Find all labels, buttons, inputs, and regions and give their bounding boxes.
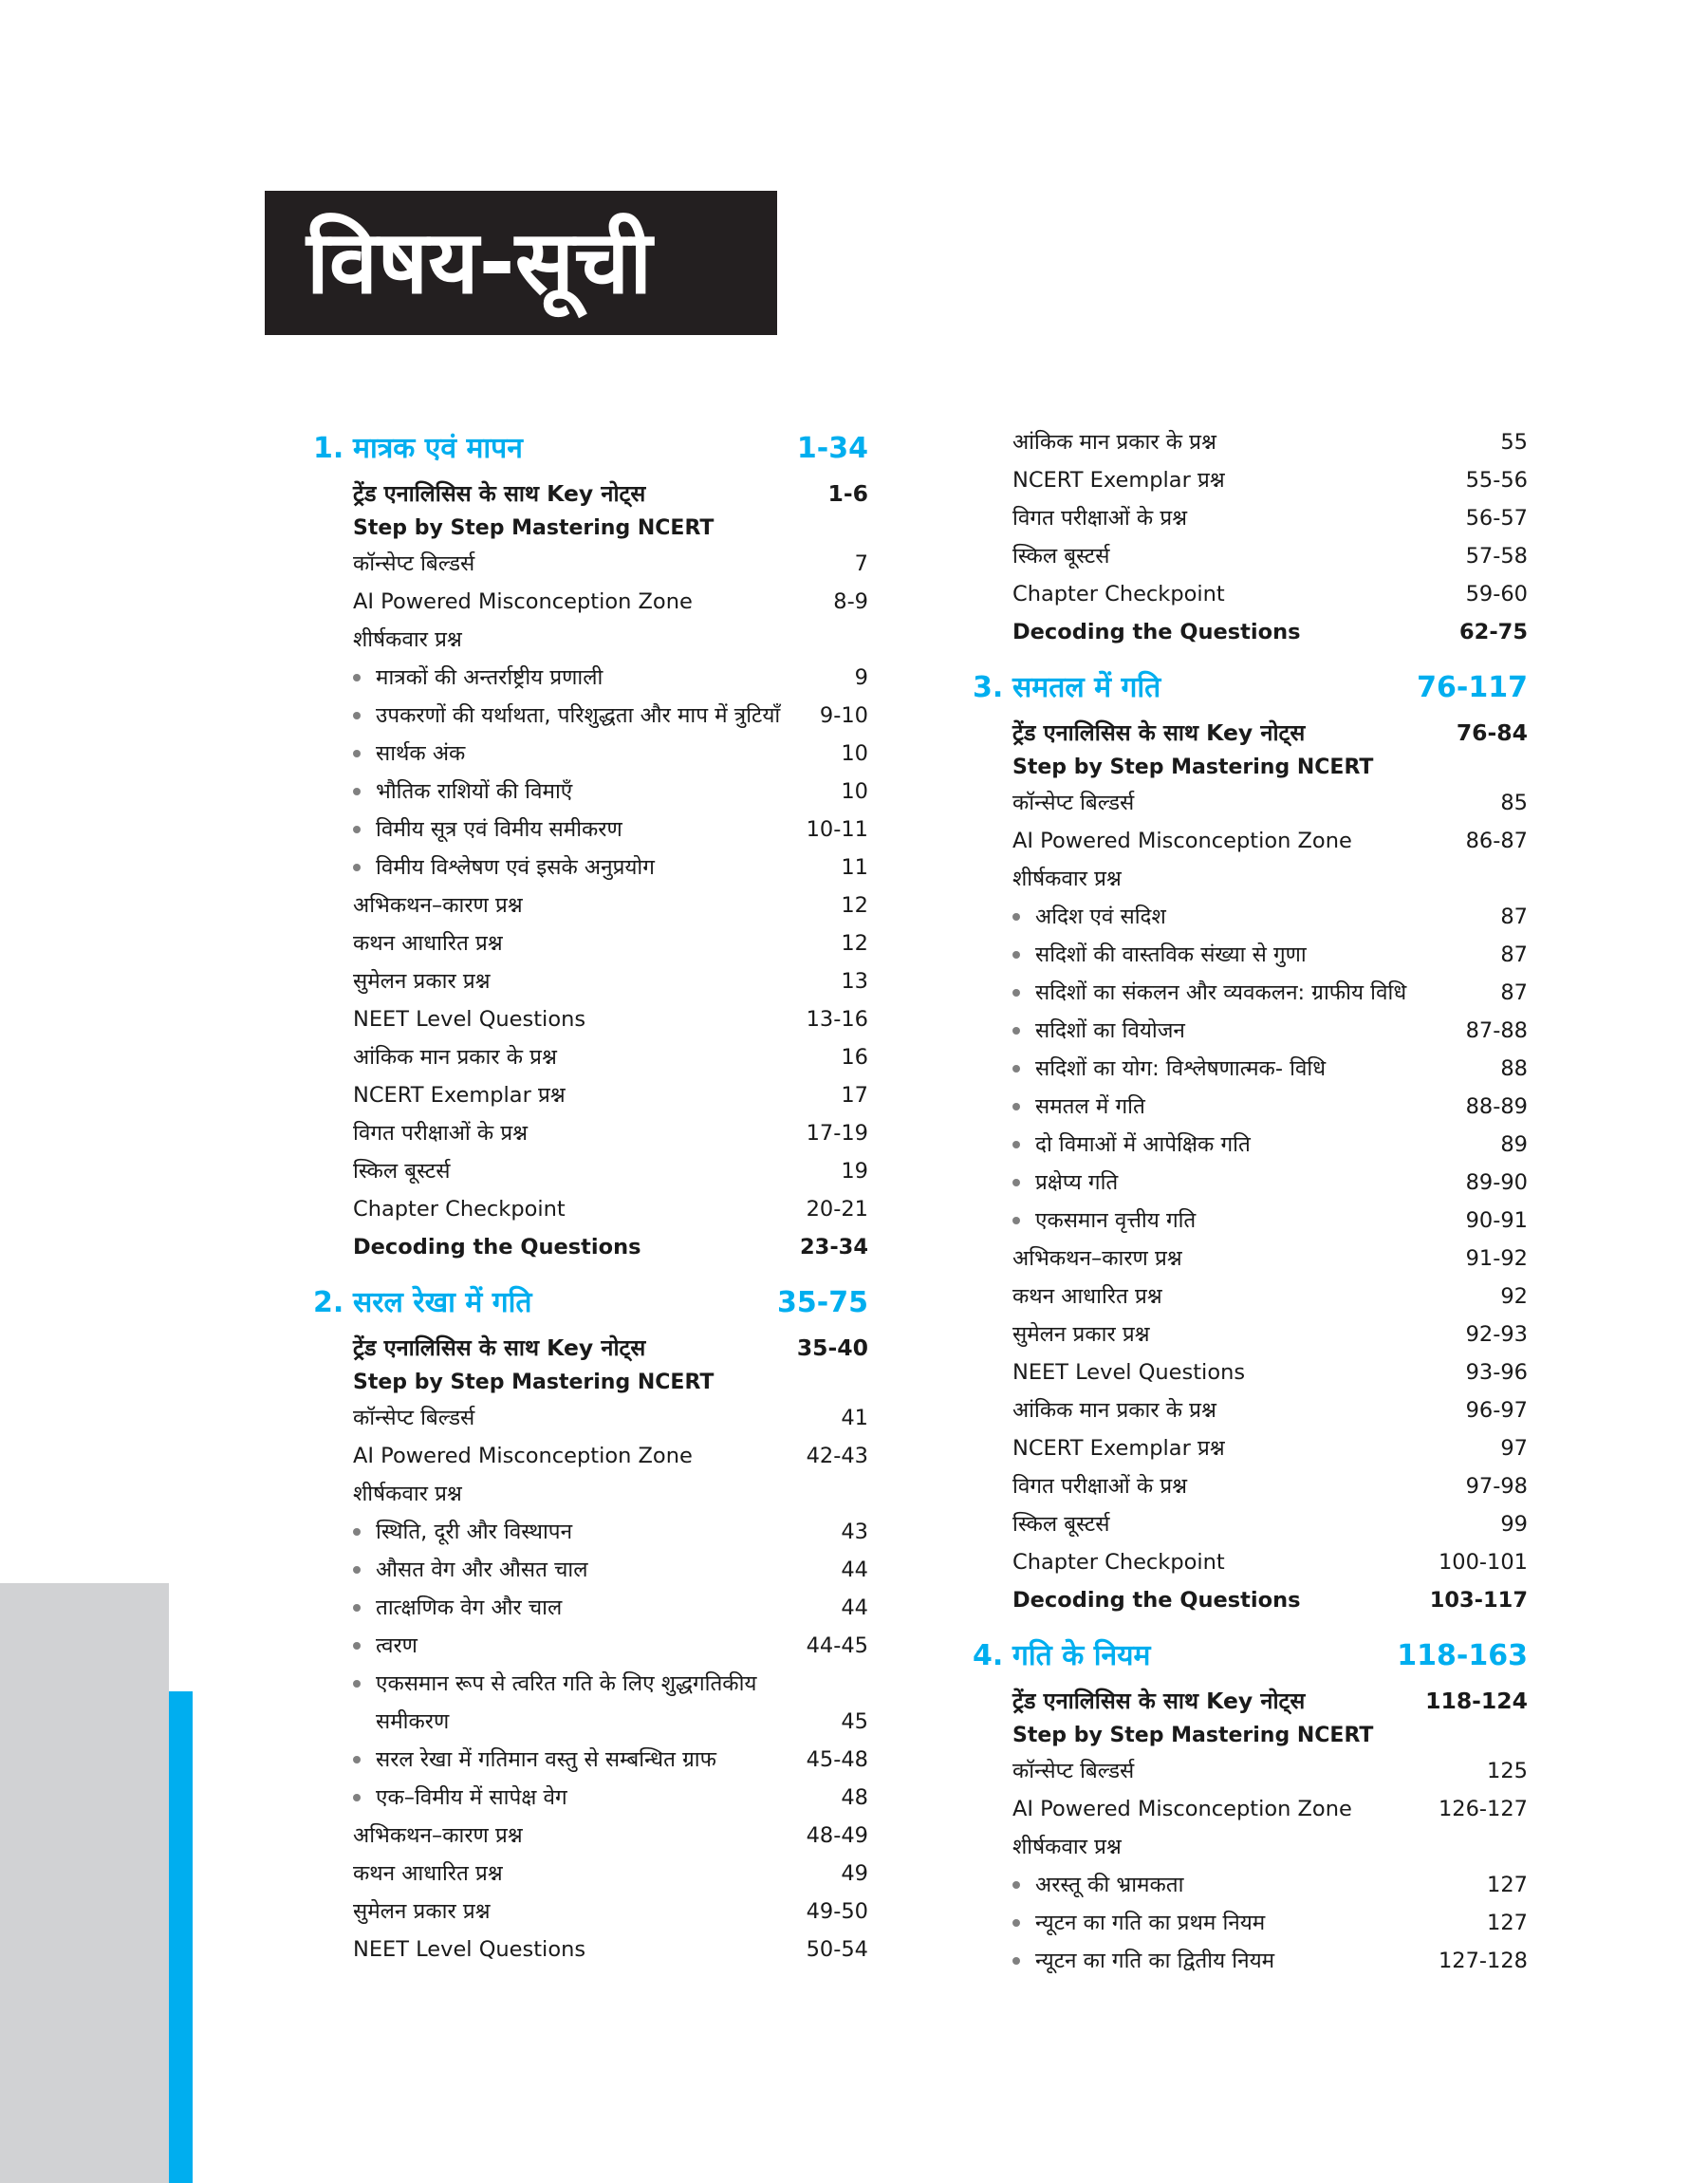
- toc-label: समतल में गति: [1035, 1094, 1145, 1119]
- toc-entry: [313, 1475, 868, 1513]
- toc-entry: [313, 1893, 868, 1931]
- toc-entry: [313, 513, 868, 545]
- toc-label: स्किल बूस्टर्स: [1012, 1512, 1110, 1537]
- bullet-icon: [1012, 989, 1020, 997]
- chapter-number: 4.: [973, 1639, 1004, 1672]
- toc-label: कॉन्सेप्ट बिल्डर्स: [353, 1406, 475, 1430]
- toc-label: आंकिक मान प्रकार के प्रश्न: [1012, 1398, 1216, 1423]
- page-number: 87: [1500, 980, 1528, 1005]
- toc-label: NCERT Exemplar प्रश्न: [353, 1083, 566, 1108]
- chapter-number: 1.: [313, 432, 344, 465]
- page-number: 11: [841, 855, 868, 880]
- toc-label: न्यूटन का गति का प्रथम नियम: [1035, 1911, 1266, 1935]
- bullet-icon: [353, 674, 361, 681]
- page-number: 93-96: [1465, 1360, 1528, 1385]
- page-number: 48-49: [806, 1823, 868, 1848]
- toc-label: शीर्षकवार प्रश्न: [353, 1482, 462, 1506]
- page-number: 13-16: [806, 1007, 868, 1032]
- page-number: 48: [841, 1785, 868, 1810]
- page-number: 126-127: [1438, 1797, 1528, 1821]
- toc-subtopic: [313, 773, 868, 811]
- toc-entry: [973, 1429, 1528, 1467]
- toc-label: एकसमान वृत्तीय गति: [1035, 1208, 1197, 1233]
- page-number: 97-98: [1465, 1474, 1528, 1499]
- toc-label: Chapter Checkpoint: [353, 1197, 566, 1222]
- toc-label: सदिशों का योग: विश्लेषणात्मक- विधि: [1035, 1056, 1327, 1081]
- toc-label: AI Powered Misconception Zone: [1012, 1797, 1352, 1821]
- toc-entry: [973, 1790, 1528, 1828]
- page-number: 9: [854, 665, 868, 690]
- page-number: 12: [841, 893, 868, 918]
- toc-subtopic: [973, 1866, 1528, 1904]
- toc-label: कथन आधारित प्रश्न: [353, 1861, 503, 1886]
- bullet-icon: [353, 1528, 361, 1536]
- toc-label: Step by Step Mastering NCERT: [1012, 1724, 1374, 1747]
- toc-label: तात्क्षणिक वेग और चाल: [376, 1595, 563, 1620]
- page-number: 45-48: [806, 1747, 868, 1772]
- toc-label: अभिकथन–कारण प्रश्न: [353, 893, 523, 918]
- toc-entry: [313, 1855, 868, 1893]
- toc-label: दो विमाओं में आपेक्षिक गति: [1035, 1132, 1251, 1157]
- toc-subtopic: [973, 1126, 1528, 1164]
- toc-entry: [973, 613, 1528, 651]
- page-number: 56-57: [1465, 506, 1528, 531]
- toc-label: शीर्षकवार प्रश्न: [1012, 867, 1122, 891]
- page-number: 35-40: [796, 1334, 868, 1361]
- toc-label: भौतिक राशियों की विमाएँ: [376, 779, 573, 804]
- page-number: 85: [1500, 791, 1528, 815]
- bullet-icon: [353, 826, 361, 833]
- page-number: 87-88: [1465, 1018, 1528, 1043]
- toc-entry: [313, 886, 868, 924]
- toc-entry: [973, 1353, 1528, 1391]
- toc-entry: [973, 461, 1528, 499]
- toc-entry: [973, 860, 1528, 898]
- toc-subtopic: [313, 1665, 868, 1741]
- toc-label: एक–विमीय में सापेक्ष वेग: [376, 1785, 567, 1810]
- bullet-icon: [1012, 913, 1020, 921]
- toc-entry: [973, 1682, 1528, 1720]
- toc-subtopic: [973, 936, 1528, 974]
- page-number: 100-101: [1438, 1550, 1528, 1575]
- toc-label: एकसमान रूप से त्वरित गति के लिए शुद्धगतिकीय समीकरण: [376, 1671, 757, 1734]
- toc-entry: [313, 1190, 868, 1228]
- toc-label: अरस्तू की भ्रामकता: [1035, 1873, 1184, 1897]
- toc-label: कॉन्सेप्ट बिल्डर्स: [1012, 791, 1135, 815]
- chapter-heading: [313, 1278, 868, 1329]
- page-number: 76-84: [1456, 719, 1528, 746]
- toc-label: प्रक्षेप्य गति: [1035, 1170, 1119, 1195]
- bullet-icon: [353, 864, 361, 871]
- toc-label: ट्रेंड एनालिसिस के साथ Key नोट्स: [1012, 719, 1306, 746]
- bullet-icon: [353, 712, 361, 719]
- bullet-icon: [353, 750, 361, 757]
- page-number: 42-43: [806, 1444, 868, 1468]
- toc-subtopic: [973, 1942, 1528, 1980]
- toc-label: स्थिति, दूरी और विस्थापन: [376, 1520, 573, 1544]
- bullet-icon: [353, 1794, 361, 1801]
- toc-entry: [313, 1329, 868, 1367]
- toc-label: सदिशों का संकलन और व्यवकलन: ग्राफीय विधि: [1035, 980, 1407, 1005]
- toc-label: सरल रेखा में गतिमान वस्तु से सम्बन्धित ग्राफ: [376, 1747, 716, 1772]
- chapter-number: 2.: [313, 1286, 344, 1319]
- toc-label: आंकिक मान प्रकार के प्रश्न: [1012, 430, 1216, 455]
- toc-label: त्वरण: [376, 1633, 418, 1658]
- page-number: 19: [841, 1159, 868, 1184]
- page-number: 12: [841, 931, 868, 956]
- toc-subtopic: [973, 1904, 1528, 1942]
- page-number: 8-9: [833, 589, 868, 614]
- toc-label: सुमेलन प्रकार प्रश्न: [1012, 1322, 1150, 1347]
- page-number: 91-92: [1465, 1246, 1528, 1271]
- toc-label: सार्थक अंक: [376, 741, 466, 766]
- page-number: 92: [1500, 1284, 1528, 1309]
- page-number: 10: [841, 741, 868, 766]
- chapter-heading: [973, 1631, 1528, 1682]
- toc-subtopic: [313, 1779, 868, 1817]
- toc-label: विगत परीक्षाओं के प्रश्न: [1012, 506, 1188, 531]
- toc-entry: [313, 1399, 868, 1437]
- page-number: 7: [854, 551, 868, 576]
- toc-entry: [973, 784, 1528, 822]
- toc-entry: [313, 1228, 868, 1266]
- toc-label: Chapter Checkpoint: [1012, 1550, 1225, 1575]
- page-number: 87: [1500, 905, 1528, 929]
- toc-label: कथन आधारित प्रश्न: [353, 931, 503, 956]
- toc-label: ट्रेंड एनालिसिस के साथ Key नोट्स: [353, 480, 646, 507]
- bullet-icon: [353, 1756, 361, 1763]
- toc-label: AI Powered Misconception Zone: [1012, 829, 1352, 853]
- toc-entry: [313, 1817, 868, 1855]
- toc-label: सरल रेखा में गति: [353, 1286, 532, 1319]
- toc-label: विमीय विश्लेषण एवं इसके अनुप्रयोग: [376, 855, 655, 880]
- toc-label: सुमेलन प्रकार प्रश्न: [353, 969, 491, 994]
- toc-entry: [973, 423, 1528, 461]
- toc-label: न्यूटन का गति का द्वितीय नियम: [1035, 1949, 1275, 1973]
- page-number: 1-6: [827, 480, 868, 507]
- toc-subtopic: [313, 1551, 868, 1589]
- toc-entry: [973, 1467, 1528, 1505]
- toc-entry: [313, 924, 868, 962]
- toc-label: NCERT Exemplar प्रश्न: [1012, 1436, 1225, 1461]
- toc-entry: [973, 752, 1528, 784]
- toc-label: उपकरणों की यर्थाथता, परिशुद्धता और माप में त्रुटियाँ: [376, 703, 781, 728]
- bullet-icon: [1012, 1217, 1020, 1224]
- page-number: 59-60: [1465, 582, 1528, 606]
- page-number: 10-11: [806, 817, 868, 842]
- toc-entry: [973, 1240, 1528, 1278]
- page-number: 118-163: [1397, 1639, 1528, 1672]
- toc-label: सुमेलन प्रकार प्रश्न: [353, 1899, 491, 1924]
- toc-subtopic: [973, 1088, 1528, 1126]
- bullet-icon: [1012, 1919, 1020, 1927]
- bullet-icon: [1012, 1065, 1020, 1073]
- chapter-heading: [973, 662, 1528, 714]
- toc-label: गति के नियम: [1012, 1639, 1151, 1672]
- toc-subtopic: [313, 1627, 868, 1665]
- toc-right-column: [973, 423, 1528, 1980]
- bullet-icon: [353, 1642, 361, 1650]
- toc-label: स्किल बूस्टर्स: [1012, 544, 1110, 569]
- toc-label: विमीय सूत्र एवं विमीय समीकरण: [376, 817, 622, 842]
- page-number: 125: [1487, 1759, 1528, 1783]
- toc-entry: [313, 1038, 868, 1076]
- toc-entry: [313, 1367, 868, 1399]
- toc-entry: [973, 822, 1528, 860]
- page-number: 92-93: [1465, 1322, 1528, 1347]
- toc-entry: [313, 1437, 868, 1475]
- toc-label: कथन आधारित प्रश्न: [1012, 1284, 1162, 1309]
- toc-label: Decoding the Questions: [1012, 1588, 1301, 1613]
- toc-label: शीर्षकवार प्रश्न: [353, 627, 462, 652]
- toc-entry: [973, 1315, 1528, 1353]
- toc-subtopic: [313, 659, 868, 697]
- page-number: 17: [841, 1083, 868, 1108]
- toc-subtopic: [973, 974, 1528, 1012]
- page-number: 127-128: [1438, 1949, 1528, 1973]
- page-number: 13: [841, 969, 868, 994]
- bullet-icon: [353, 1566, 361, 1574]
- toc-label: Decoding the Questions: [1012, 620, 1301, 644]
- page-number: 16: [841, 1045, 868, 1070]
- toc-label: Decoding the Questions: [353, 1235, 641, 1259]
- bullet-icon: [1012, 951, 1020, 959]
- toc-label: अदिश एवं सदिश: [1035, 905, 1166, 929]
- chapter-heading: [313, 423, 868, 475]
- toc-label: NEET Level Questions: [353, 1007, 586, 1032]
- toc-entry: [313, 583, 868, 621]
- page-number: 88: [1500, 1056, 1528, 1081]
- toc-label: कॉन्सेप्ट बिल्डर्स: [353, 551, 475, 576]
- toc-label: अभिकथन–कारण प्रश्न: [353, 1823, 523, 1848]
- page-number: 41: [841, 1406, 868, 1430]
- page-number: 55-56: [1465, 468, 1528, 493]
- page-number: 9-10: [819, 703, 868, 728]
- toc-label: AI Powered Misconception Zone: [353, 589, 693, 614]
- bullet-icon: [353, 1680, 361, 1688]
- toc-label: शीर्षकवार प्रश्न: [1012, 1835, 1122, 1859]
- page-number: 20-21: [806, 1197, 868, 1222]
- page-number: 90-91: [1465, 1208, 1528, 1233]
- page-number: 35-75: [777, 1286, 868, 1319]
- bullet-icon: [1012, 1141, 1020, 1148]
- page-number: 89: [1500, 1132, 1528, 1157]
- page-number: 55: [1500, 430, 1528, 455]
- toc-subtopic: [313, 1741, 868, 1779]
- toc-entry: [973, 1505, 1528, 1543]
- toc-subtopic: [313, 849, 868, 886]
- toc-entry: [973, 1278, 1528, 1315]
- toc-entry: [313, 1931, 868, 1968]
- toc-subtopic: [313, 1589, 868, 1627]
- toc-label: NCERT Exemplar प्रश्न: [1012, 468, 1225, 493]
- toc-label: स्किल बूस्टर्स: [353, 1159, 451, 1184]
- toc-entry: [313, 1152, 868, 1190]
- toc-subtopic: [973, 1164, 1528, 1202]
- page-number: 118-124: [1425, 1688, 1528, 1714]
- bullet-icon: [353, 788, 361, 795]
- toc-subtopic: [313, 735, 868, 773]
- page-number: 62-75: [1459, 620, 1528, 644]
- bullet-icon: [1012, 1881, 1020, 1889]
- toc-entry: [313, 962, 868, 1000]
- page-number: 10: [841, 779, 868, 804]
- toc-entry: [973, 499, 1528, 537]
- page-number: 87: [1500, 942, 1528, 967]
- toc-label: सदिशों की वास्तविक संख्या से गुणा: [1035, 942, 1307, 967]
- toc-label: विगत परीक्षाओं के प्रश्न: [353, 1121, 529, 1146]
- toc-entry: [973, 1752, 1528, 1790]
- toc-label: कॉन्सेप्ट बिल्डर्स: [1012, 1759, 1135, 1783]
- toc-left-column: [313, 423, 868, 1968]
- toc-label: सदिशों का वियोजन: [1035, 1018, 1185, 1043]
- page-number: 88-89: [1465, 1094, 1528, 1119]
- page-number: 57-58: [1465, 544, 1528, 569]
- toc-entry: [973, 1828, 1528, 1866]
- toc-label: AI Powered Misconception Zone: [353, 1444, 693, 1468]
- toc-entry: [313, 621, 868, 659]
- toc-label: Step by Step Mastering NCERT: [353, 516, 715, 540]
- toc-label: मात्रकों की अन्तर्राष्ट्रीय प्रणाली: [376, 665, 603, 690]
- page-number: 76-117: [1417, 671, 1528, 704]
- toc-entry: [973, 537, 1528, 575]
- page-number: 103-117: [1429, 1588, 1528, 1613]
- toc-entry: [973, 1391, 1528, 1429]
- toc-subtopic: [313, 811, 868, 849]
- page-number: 44: [841, 1558, 868, 1582]
- toc-entry: [973, 1720, 1528, 1752]
- toc-entry: [313, 1114, 868, 1152]
- toc-subtopic: [973, 1202, 1528, 1240]
- toc-label: विगत परीक्षाओं के प्रश्न: [1012, 1474, 1188, 1499]
- bullet-icon: [1012, 1957, 1020, 1965]
- bullet-icon: [1012, 1103, 1020, 1110]
- toc-label: आंकिक मान प्रकार के प्रश्न: [353, 1045, 557, 1070]
- page-number: 127: [1487, 1911, 1528, 1935]
- toc-label: मात्रक एवं मापन: [353, 432, 523, 465]
- toc-entry: [313, 475, 868, 513]
- page-number: 44-45: [806, 1633, 868, 1658]
- page-number: 99: [1500, 1512, 1528, 1537]
- toc-entry: [973, 714, 1528, 752]
- toc-label: औसत वेग और औसत चाल: [376, 1558, 588, 1582]
- toc-label: Chapter Checkpoint: [1012, 582, 1225, 606]
- page-number: 49: [841, 1861, 868, 1886]
- bullet-icon: [353, 1604, 361, 1612]
- toc-subtopic: [973, 898, 1528, 936]
- toc-label: ट्रेंड एनालिसिस के साथ Key नोट्स: [1012, 1688, 1306, 1714]
- toc-label: समतल में गति: [1012, 671, 1161, 704]
- page-number: 97: [1500, 1436, 1528, 1461]
- bullet-icon: [1012, 1027, 1020, 1035]
- page-title: विषय-सूची: [265, 191, 777, 335]
- toc-entry: [973, 1543, 1528, 1581]
- toc-entry: [313, 545, 868, 583]
- page-number: 96-97: [1465, 1398, 1528, 1423]
- page-number: 44: [841, 1595, 868, 1620]
- page-number: 43: [841, 1520, 868, 1544]
- side-gray-band: [0, 1583, 169, 2183]
- toc-subtopic: [973, 1012, 1528, 1050]
- page-number: 86-87: [1465, 829, 1528, 853]
- bullet-icon: [1012, 1179, 1020, 1186]
- toc-label: Step by Step Mastering NCERT: [353, 1371, 715, 1394]
- page-number: 23-34: [800, 1235, 868, 1259]
- page-number: 1-34: [796, 432, 868, 465]
- toc-entry: [973, 1581, 1528, 1619]
- page-number: 45: [841, 1709, 868, 1734]
- side-blue-band: [169, 1691, 193, 2183]
- page-number: 50-54: [806, 1937, 868, 1962]
- page-number: 17-19: [806, 1121, 868, 1146]
- toc-entry: [973, 575, 1528, 613]
- toc-label: NEET Level Questions: [353, 1937, 586, 1962]
- page-number: 89-90: [1465, 1170, 1528, 1195]
- toc-label: Step by Step Mastering NCERT: [1012, 756, 1374, 779]
- toc-subtopic: [313, 697, 868, 735]
- toc-subtopic: [313, 1513, 868, 1551]
- chapter-number: 3.: [973, 671, 1004, 704]
- toc-label: NEET Level Questions: [1012, 1360, 1246, 1385]
- toc-entry: [313, 1000, 868, 1038]
- toc-entry: [313, 1076, 868, 1114]
- toc-subtopic: [973, 1050, 1528, 1088]
- page-number: 127: [1487, 1873, 1528, 1897]
- toc-label: ट्रेंड एनालिसिस के साथ Key नोट्स: [353, 1334, 646, 1361]
- page-number: 49-50: [806, 1899, 868, 1924]
- toc-label: अभिकथन–कारण प्रश्न: [1012, 1246, 1182, 1271]
